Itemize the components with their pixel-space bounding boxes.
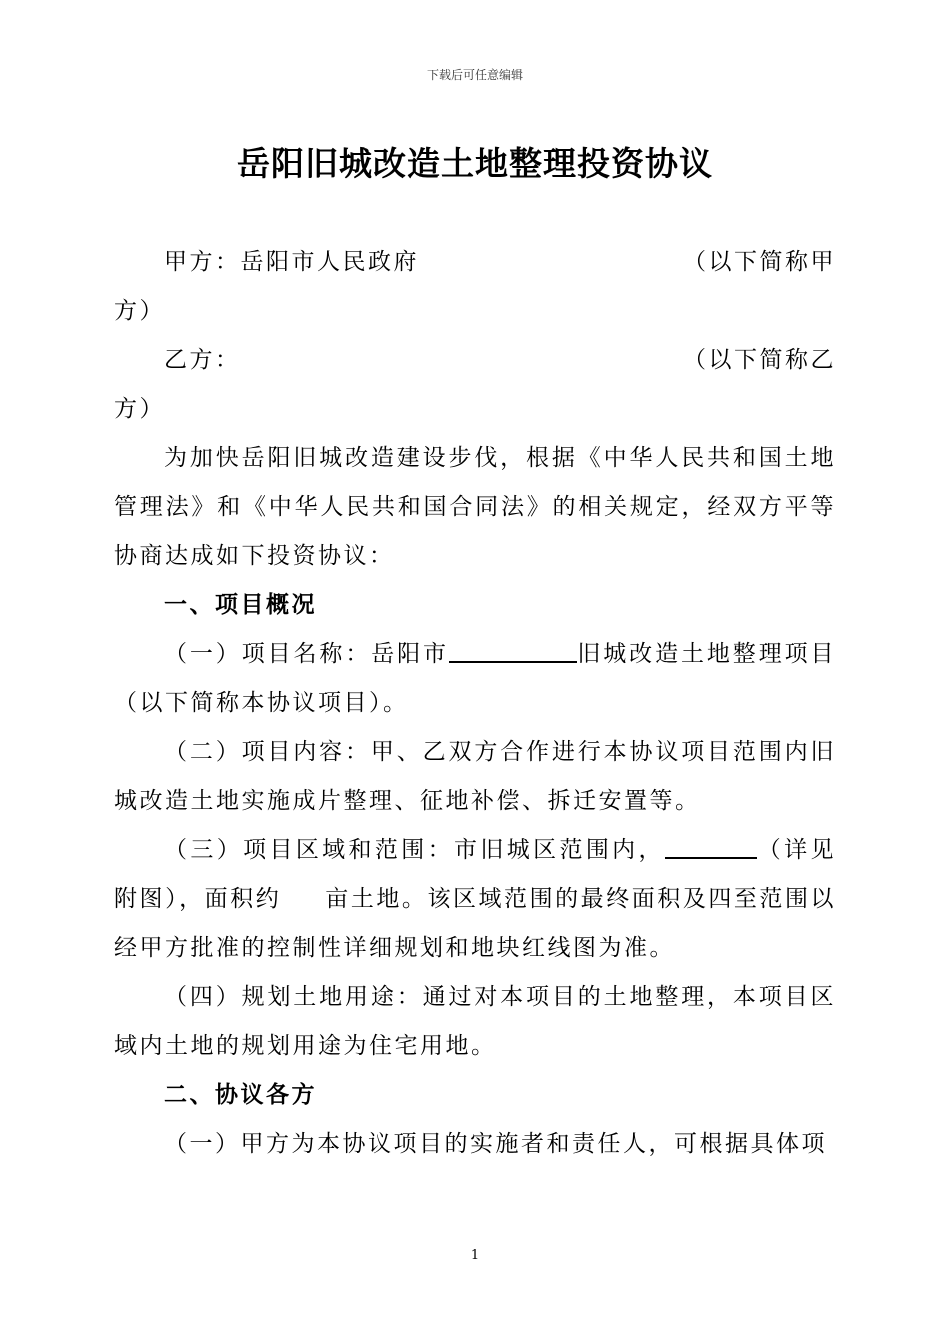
party-b-line	[114, 336, 836, 385]
header-note: 下载后可任意编辑	[426, 68, 523, 82]
clause-land-use: （四）规划土地用途：通过对本项目的土地整理，本项目区域内土地的规划用途为住宅用地。	[114, 984, 836, 1059]
section-heading-overview: 一、项目概况	[164, 592, 317, 618]
intro-paragraph: 为加快岳阳旧城改造建设步伐，根据《中华人民共和国土地管理法》和《中华人民共和国合同法》的相关规定，经双方平等协商达成如下投资协议：	[114, 445, 836, 569]
party-a-line	[114, 238, 836, 287]
party-b-alias-close: 方）	[114, 396, 165, 422]
party-a-alias-close: 方）	[114, 298, 165, 324]
clause-project-name	[114, 630, 836, 728]
clause-project-area-mid: （详见附图），面积约	[114, 837, 837, 912]
party-b-label: 乙方：	[164, 347, 241, 373]
clause-project-area	[114, 826, 836, 973]
clause-project-name-start: （一）项目名称：岳阳市	[164, 641, 449, 667]
project-name-blank	[449, 637, 577, 663]
clause-project-area-end: 亩土地。该区域范围的最终面积及四至范围以经甲方批准的控制性详细规划和地块红线图为准。	[114, 886, 837, 961]
clause-project-area-start: （三）项目区域和范围：市旧城区范围内，	[164, 837, 665, 863]
party-a-alias: （以下简称甲	[683, 249, 836, 275]
area-location-blank	[665, 833, 757, 859]
clause-project-content: （二）项目内容：甲、乙双方合作进行本协议项目范围内旧城改造土地实施成片整理、征地补偿、拆迁安置等。	[114, 739, 836, 814]
party-b-alias: （以下简称乙	[683, 347, 836, 373]
document-title: 岳阳旧城改造土地整理投资协议	[237, 144, 713, 183]
document-body	[114, 238, 836, 1169]
clause-party-a-role: （一）甲方为本协议项目的实施者和责任人，可根据具体项	[164, 1131, 827, 1157]
party-a-label: 甲方：岳阳市人民政府	[164, 249, 419, 275]
clause-project-name-end: 旧城改造土地整理项目（以下简称本协议项目）。	[114, 641, 837, 716]
page-number: 1	[470, 1248, 480, 1263]
section-heading-parties: 二、协议各方	[164, 1082, 317, 1108]
